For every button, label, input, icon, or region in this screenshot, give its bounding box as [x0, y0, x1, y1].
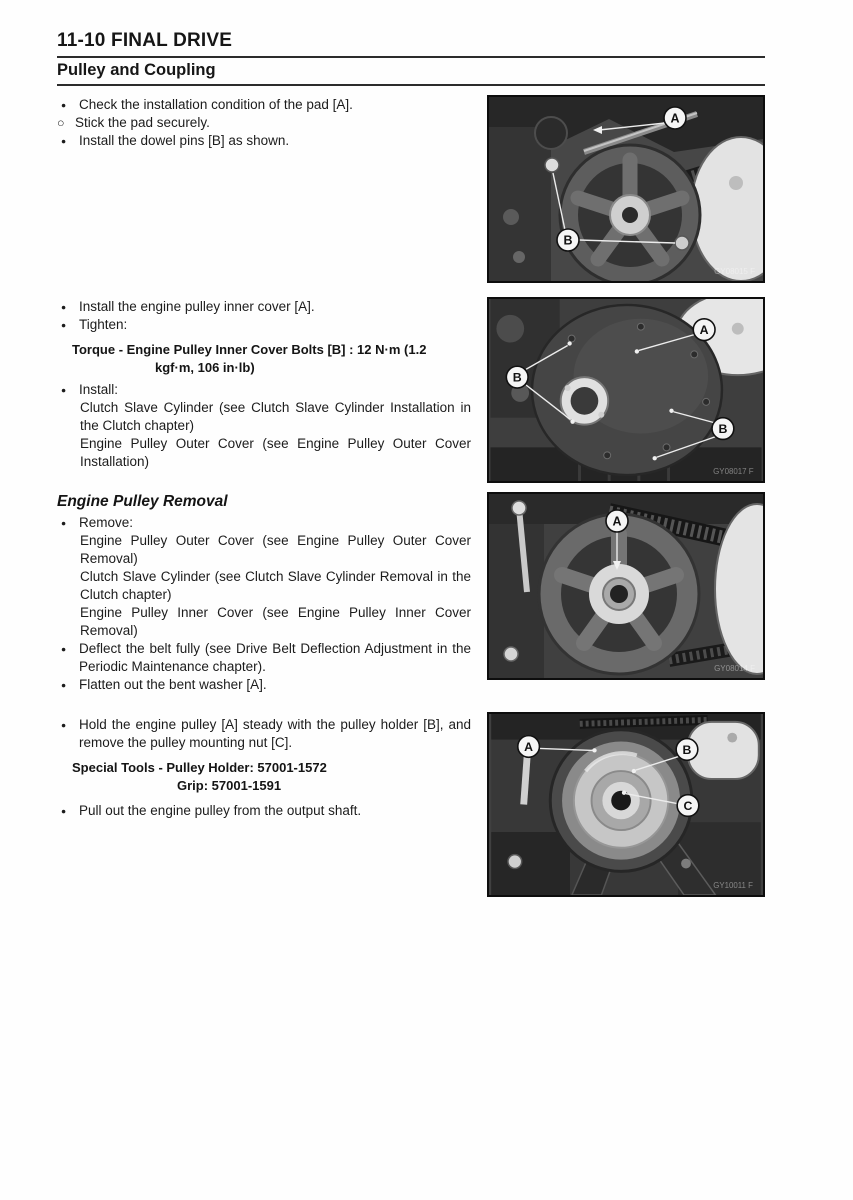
chapter-header: 11-10 FINAL DRIVE: [57, 30, 233, 51]
header-divider: [57, 56, 765, 58]
bullet-marker: ●: [61, 806, 67, 816]
svg-text:B: B: [563, 233, 573, 248]
svg-text:A: A: [524, 739, 534, 754]
bullet-marker: ●: [61, 518, 67, 528]
photo-code: GY10011 F: [713, 881, 753, 891]
bent-washer-photo: [487, 492, 765, 680]
torque-spec-continuation: kgf·m, 106 in·lb): [155, 360, 255, 375]
instruction-text: Install the engine pulley inner cover [A].: [79, 299, 315, 314]
instruction-bullet: [57, 716, 471, 752]
engine-photo-graphic: [489, 299, 763, 481]
bullet-marker: ●: [61, 136, 67, 146]
engine-pulley-graphic: [560, 145, 700, 281]
torque-spec-line: Torque - Engine Pulley Inner Cover Bolts [B] : 12 N·m (1.2: [72, 342, 427, 357]
inner-cover-bolts-photo: [487, 297, 765, 483]
photo-code: GY08014 F: [714, 664, 755, 673]
section-divider: [57, 84, 765, 86]
pad-installation-block: [57, 96, 471, 150]
pulley-holder-block: [57, 716, 471, 820]
bullet-marker: ●: [61, 644, 67, 654]
install-list-item: Engine Pulley Outer Cover (see Engine Pulley Outer Cover Installation): [80, 436, 471, 469]
instruction-text: Hold the engine pulley [A] steady with the pulley holder [B], and remove the pulley mounting nut [C].: [79, 717, 471, 750]
dowel-pin: [675, 236, 689, 250]
instruction-text: Install:: [79, 382, 119, 397]
engine-pulley-graphic: [550, 730, 692, 872]
bullet-marker: ●: [61, 720, 67, 730]
svg-text:A: A: [699, 323, 709, 338]
pad-and-dowel-pins-photo: [487, 95, 765, 283]
svg-text:A: A: [612, 514, 622, 529]
svg-text:B: B: [718, 422, 728, 437]
inner-cover-installation-block: [57, 298, 471, 471]
dowel-pin: [545, 158, 559, 172]
instruction-bullet: [57, 132, 471, 150]
outer-cover: [688, 722, 759, 779]
instruction-text: Flatten out the bent washer [A].: [79, 677, 267, 692]
svg-text:B: B: [512, 370, 522, 385]
pulley-holder-photo: [487, 712, 765, 897]
bullet-marker: ●: [61, 680, 67, 690]
instruction-bullet: [57, 96, 471, 114]
special-tools-continuation: Grip: 57001-1591: [177, 778, 282, 793]
instruction-text: Install the dowel pins [B] as shown.: [79, 133, 290, 148]
instruction-text: Check the installation condition of the pad [A].: [79, 97, 353, 112]
section-title: Pulley and Coupling: [57, 61, 216, 79]
engine-photo-graphic: [489, 97, 763, 281]
instruction-bullet: [57, 298, 471, 316]
instruction-text: Tighten:: [79, 317, 128, 332]
instruction-bullet: [57, 640, 471, 676]
substep-marker: ○: [57, 116, 65, 130]
instruction-bullet: [57, 316, 471, 334]
engine-photo-graphic: [489, 714, 763, 895]
procedure-heading: Engine Pulley Removal: [57, 493, 228, 510]
special-tools-line: Special Tools - Pulley Holder: 57001-1572: [72, 760, 327, 775]
engine-pulley-graphic: [539, 514, 699, 674]
svg-text:A: A: [670, 111, 680, 126]
bullet-marker: ●: [61, 320, 67, 330]
bullet-marker: ●: [61, 100, 67, 110]
instruction-text: Stick the pad securely.: [75, 115, 210, 130]
svg-text:C: C: [683, 798, 693, 813]
instruction-bullet: [57, 802, 471, 820]
remove-list-item: Clutch Slave Cylinder (see Clutch Slave Cylinder Removal in the Clutch chapter): [80, 569, 471, 602]
instruction-text: Deflect the belt fully (see Drive Belt Deflection Adjustment in the Periodic Maintenance chapter).: [79, 641, 471, 674]
instruction-text: Remove:: [79, 515, 134, 530]
remove-list-item: Engine Pulley Inner Cover (see Engine Pulley Inner Cover Removal): [80, 605, 471, 638]
bullet-marker: ●: [61, 385, 67, 395]
engine-photo-graphic: [489, 494, 763, 678]
photo-code: GY08015 F: [714, 267, 755, 276]
install-list-item: Clutch Slave Cylinder (see Clutch Slave Cylinder Installation in the Clutch chapter): [80, 400, 471, 433]
instruction-bullet: [57, 514, 471, 532]
svg-text:B: B: [682, 742, 692, 757]
remove-list-item: Engine Pulley Outer Cover (see Engine Pulley Outer Cover Removal): [80, 533, 471, 566]
instruction-substep: [57, 114, 471, 132]
instruction-bullet: [57, 676, 471, 694]
bullet-marker: ●: [61, 302, 67, 312]
instruction-bullet: [57, 381, 471, 399]
photo-code: GY08017 F: [713, 467, 754, 477]
instruction-text: Pull out the engine pulley from the output shaft.: [79, 803, 362, 818]
engine-pulley-removal-block: [57, 492, 471, 694]
